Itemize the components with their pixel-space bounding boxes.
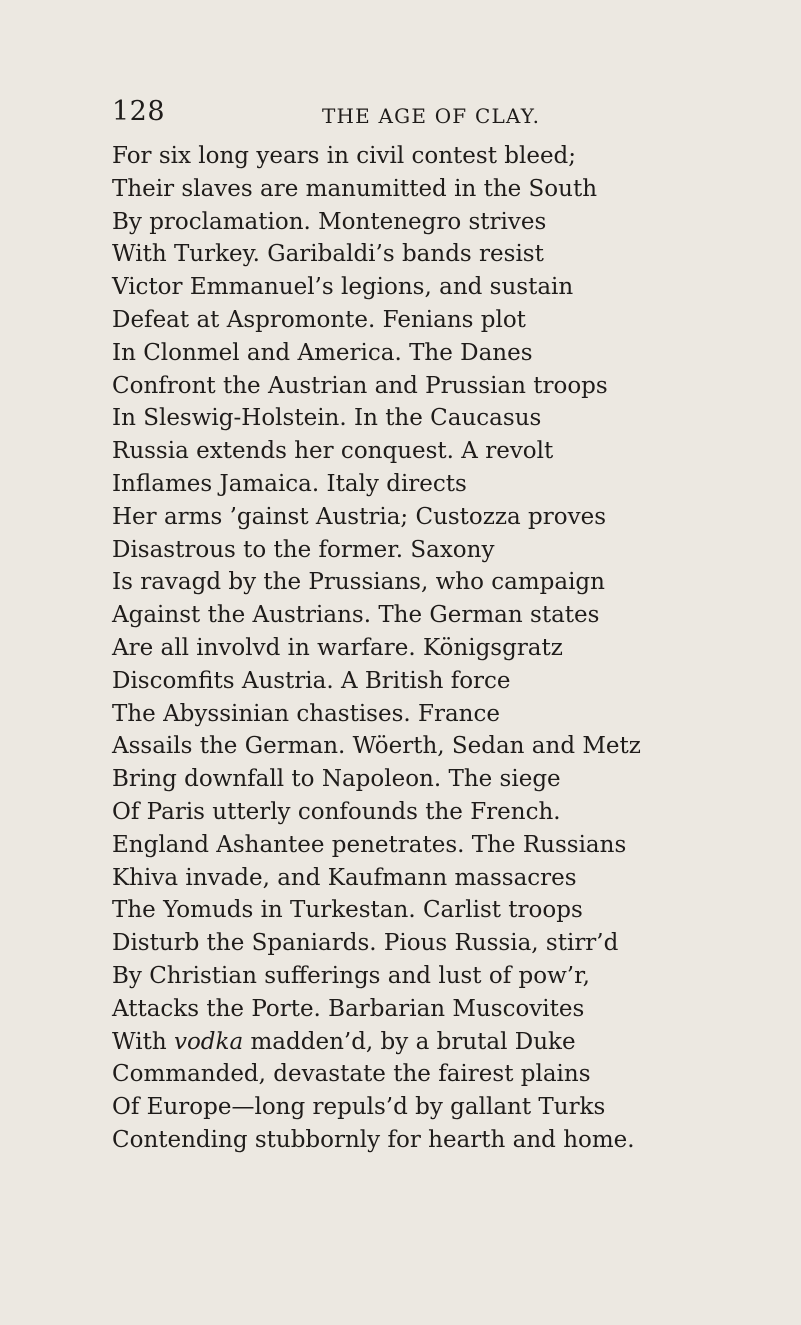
poem-line: Of Europe—long repuls’d by gallant Turks bbox=[112, 1094, 606, 1121]
poem-line-end: madden’d, by a brutal Duke bbox=[250, 1028, 576, 1055]
poem-line: The Yomuds in Turkestan. Carlist troops bbox=[112, 897, 583, 924]
poem-line: By proclamation. Montenegro strives bbox=[112, 208, 547, 235]
poem-line: With Turkey. Garibaldi’s bands resist bbox=[112, 241, 544, 268]
poem-line: In Clonmel and America. The Danes bbox=[112, 339, 533, 366]
poem-line: Disturb the Spaniards. Pious Russia, stirr’d bbox=[112, 930, 619, 957]
poem-line: Assails the German. Wöerth, Sedan and Metz bbox=[112, 733, 641, 760]
poem-line: Are all involvd in warfare. Königsgratz bbox=[112, 634, 563, 661]
poem-line: Disastrous to the former. Saxony bbox=[112, 536, 495, 563]
poem-line: Inflames Jamaica. Italy directs bbox=[112, 470, 467, 497]
poem-line: Victor Emmanuel’s legions, and sustain bbox=[112, 274, 574, 301]
poem-line: Confront the Austrian and Prussian troops bbox=[112, 372, 608, 399]
poem-line: England Ashantee penetrates. The Russians bbox=[112, 831, 627, 858]
poem-line: Defeat at Aspromonte. Fenians plot bbox=[112, 306, 526, 333]
poem-line: Her arms ’gainst Austria; Custozza proves bbox=[112, 503, 607, 530]
poem-line: Contending stubbornly for hearth and home. bbox=[112, 1126, 635, 1153]
poem-line bbox=[112, 1026, 792, 1059]
running-head bbox=[78, 96, 723, 136]
poem-line: For six long years in civil contest bleed; bbox=[112, 143, 577, 169]
poem-line: Attacks the Porte. Barbarian Muscovites bbox=[112, 995, 585, 1022]
poem-line: Their slaves are manumitted in the South bbox=[112, 175, 598, 202]
italic-word: vodka bbox=[173, 1028, 244, 1055]
poem-line: Commanded, devastate the fairest plains bbox=[112, 1061, 591, 1088]
poem-line: Of Paris utterly confounds the French. bbox=[112, 798, 561, 825]
poem-line: Bring downfall to Napoleon. The siege bbox=[112, 766, 561, 793]
poem-line: The Abyssinian chastises. France bbox=[112, 700, 500, 727]
poem-line: Russia extends her conquest. A revolt bbox=[112, 438, 554, 465]
poem-line: By Christian sufferings and lust of pow’r, bbox=[112, 962, 590, 989]
poem-line: Against the Austrians. The German states bbox=[112, 602, 600, 629]
poem-line: Is ravagd by the Prussians, who campaign bbox=[112, 569, 605, 596]
poem-line-start: With bbox=[112, 1028, 167, 1055]
poem-line: In Sleswig-Holstein. In the Caucasus bbox=[112, 405, 542, 432]
poem-line: Discomfits Austria. A British force bbox=[112, 667, 511, 694]
page-number: 128 bbox=[112, 96, 166, 127]
running-title: THE AGE OF CLAY. bbox=[322, 104, 541, 128]
poem-line: Khiva invade, and Kaufmann massacres bbox=[112, 864, 577, 891]
poem-text bbox=[112, 140, 792, 1157]
